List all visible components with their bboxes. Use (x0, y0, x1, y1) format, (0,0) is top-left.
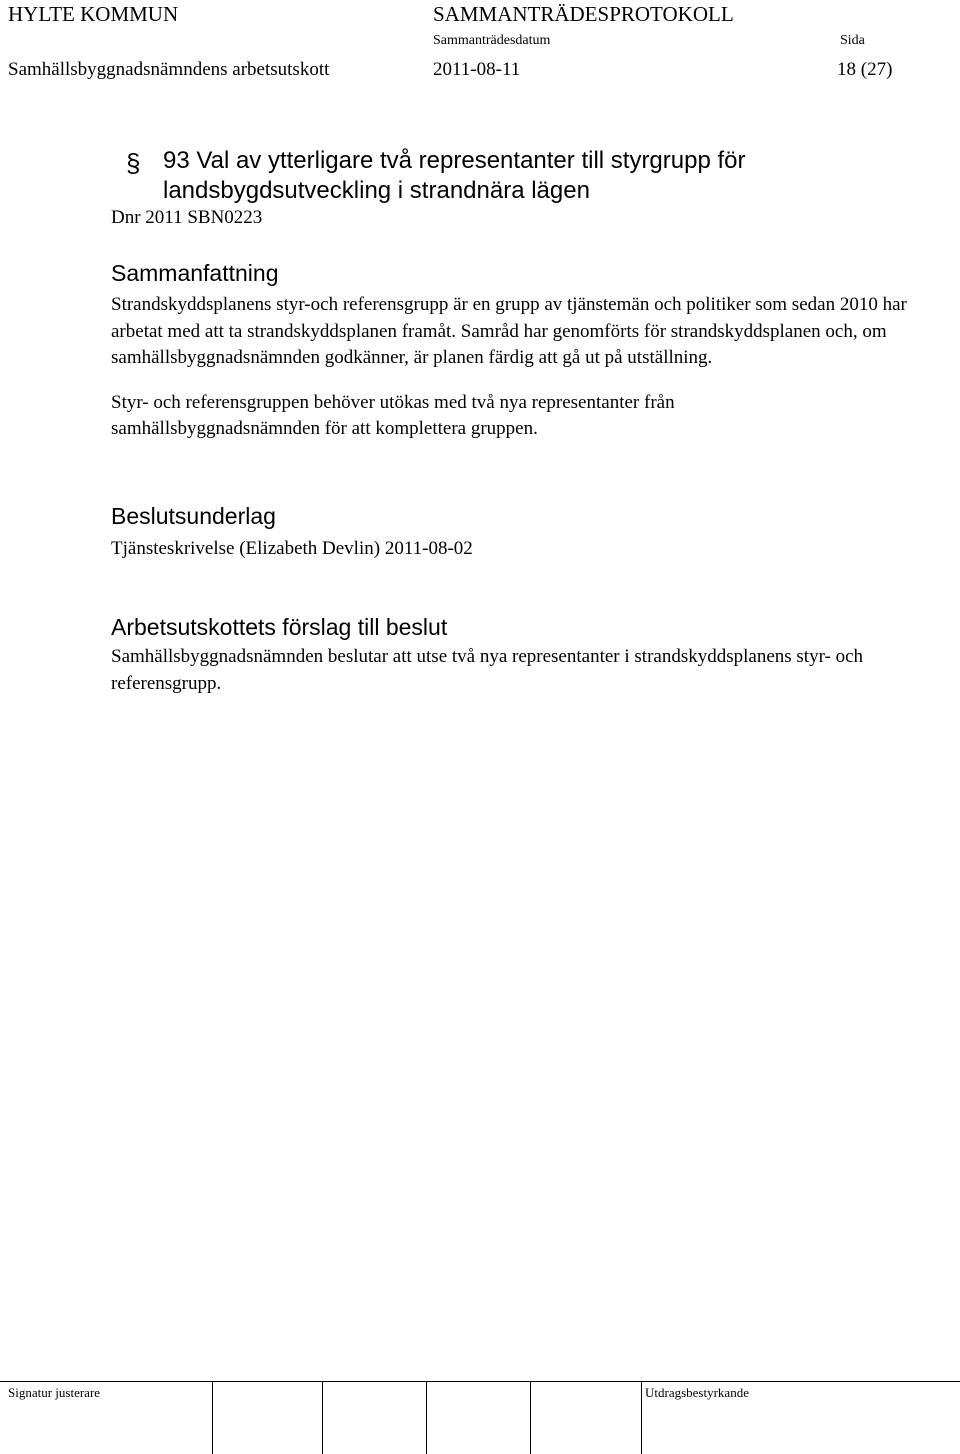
committee-name: Samhällsbyggnadsnämndens arbetsutskott (8, 59, 330, 80)
footer-divider (0, 1381, 960, 1382)
footer-signature-box-1 (212, 1381, 213, 1454)
footer-signature-box-4 (530, 1381, 531, 1454)
footer-signature-box-2 (322, 1381, 323, 1454)
summary-section (111, 259, 926, 443)
footer-signature-box-3 (426, 1381, 427, 1454)
basis-heading: Beslutsunderlag (111, 503, 276, 529)
summary-heading: Sammanfattning (111, 260, 279, 286)
diary-number: Dnr 2011 SBN0223 (111, 207, 263, 228)
municipality-name: HYLTE KOMMUN (8, 2, 179, 26)
meeting-date-label: Sammanträdesdatum (433, 33, 551, 48)
summary-paragraph-2: Styr- och referensgruppen behöver utökas med två nya representanter från samhällsbyggnadsnämnden för att komplettera gruppen. (111, 391, 675, 439)
page-number: 18 (27) (837, 59, 893, 80)
proposal-section (111, 613, 926, 697)
meeting-date: 2011-08-11 (433, 59, 521, 80)
proposal-text: Samhällsbyggnadsnämnden beslutar att utse två nya representanter i strandskyddsplanens styr- och referensgrupp. (111, 646, 864, 694)
document-type: SAMMANTRÄDESPROTOKOLL (433, 2, 734, 26)
footer-extract-box (641, 1381, 642, 1454)
page-label: Sida (840, 33, 865, 48)
section-symbol: § (126, 148, 141, 178)
basis-section (111, 502, 926, 563)
item-title: 93 Val av ytterligare två representanter till styrgrupp för landsbygdsutveckling i strandnära lägen (163, 147, 746, 204)
extract-label: Utdragsbestyrkande (645, 1385, 749, 1400)
basis-text: Tjänsteskrivelse (Elizabeth Devlin) 2011-08-02 (111, 538, 473, 559)
proposal-heading: Arbetsutskottets förslag till beslut (111, 614, 448, 640)
summary-paragraph-1: Strandskyddsplanens styr-och referensgrupp är en grupp av tjänstemän och politiker som sedan 2010 har arbetat med att ta strandskyddsplanen framåt. Samråd har genomförts för strandskyddsplanen och, om samhällsbyggnadsnämnden godkänner, är planen färdig att gå ut på utställning. (111, 294, 907, 368)
signature-label: Signatur justerare (8, 1385, 101, 1400)
